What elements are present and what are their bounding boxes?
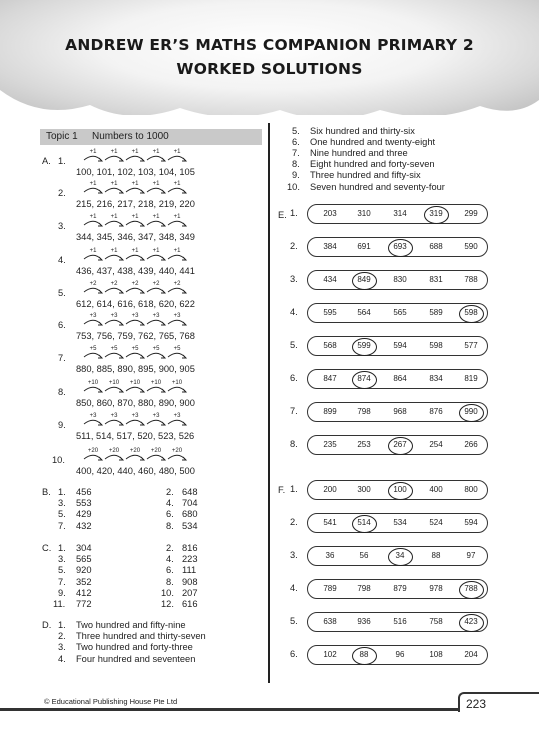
question-number: 5.: [290, 616, 298, 626]
number-option: 568: [323, 341, 337, 350]
number-option: 384: [323, 242, 337, 251]
answer-value: 429: [76, 509, 92, 520]
number-option: 691: [357, 242, 371, 251]
question-number: 7.: [290, 406, 298, 416]
question-number: 6.: [58, 320, 66, 330]
question-number: 3.: [58, 221, 66, 231]
answer-text: One hundred and twenty-eight: [310, 137, 436, 148]
answer-text: Nine hundred and three: [310, 148, 408, 159]
hop-step-label: +1: [89, 181, 97, 187]
answer-value: 565: [76, 554, 92, 565]
answer-value: 616: [182, 599, 198, 609]
question-number: 6.: [292, 137, 300, 148]
hop-step-label: +20: [150, 448, 162, 454]
number-box: [307, 303, 488, 323]
hop-step-label: +3: [152, 313, 160, 319]
number-option: 594: [464, 518, 478, 527]
question-number: 7.: [292, 148, 300, 159]
hop-step-label: +3: [173, 413, 181, 419]
hop-step-label: +1: [89, 149, 97, 155]
number-sequence: 880, 885, 890, 895, 900, 905: [76, 364, 195, 374]
circled-number: 100: [385, 481, 415, 499]
answer-value: 223: [182, 554, 198, 565]
hop-step-label: +2: [152, 281, 160, 287]
question-number: 7.: [58, 353, 66, 363]
number-option: 968: [393, 407, 407, 416]
hop-step-label: +3: [173, 313, 181, 319]
question-number: 2.: [166, 543, 174, 553]
hop-step-label: +1: [152, 181, 160, 187]
hop-arrows: [76, 247, 206, 263]
number-option: 266: [464, 440, 478, 449]
hop-step-label: +1: [131, 214, 139, 220]
hop-step-label: +20: [171, 448, 183, 454]
question-number: 8.: [166, 520, 174, 531]
number-option: 102: [323, 650, 337, 659]
hop-step-label: +1: [173, 248, 181, 254]
number-option: 864: [393, 374, 407, 383]
hop-step-label: +3: [89, 313, 97, 319]
hop-step-label: +20: [129, 448, 141, 454]
hop-arrows: [76, 280, 206, 296]
circled-number: 319: [421, 205, 451, 223]
question-number: 3.: [290, 274, 298, 284]
answer-text: Three hundred and thirty-seven: [76, 631, 206, 642]
topic-bar: [40, 129, 262, 145]
answer-text: Six hundred and thirty-six: [310, 126, 415, 136]
number-option: 876: [429, 407, 443, 416]
hop-step-label: +5: [131, 346, 139, 352]
hop-step-label: +10: [171, 380, 183, 386]
answer-value: 816: [182, 543, 198, 553]
hop-step-label: +2: [131, 281, 139, 287]
number-option: 204: [464, 650, 478, 659]
cloud-decoration: [0, 70, 539, 130]
number-box: [307, 237, 488, 257]
number-option: 254: [429, 440, 443, 449]
hop-step-label: +5: [110, 346, 118, 352]
number-option: 235: [323, 440, 337, 449]
question-number: 3.: [290, 550, 298, 560]
number-option: 800: [464, 485, 478, 494]
number-sequence: 612, 614, 616, 618, 620, 622: [76, 299, 195, 309]
question-number: 4.: [58, 653, 66, 664]
hop-step-label: +1: [89, 214, 97, 220]
question-number: 6.: [290, 373, 298, 383]
hop-step-label: +1: [131, 248, 139, 254]
question-number: 9.: [58, 420, 66, 430]
copyright-notice: © Educational Publishing House Pte Ltd: [44, 697, 178, 706]
number-option: 541: [323, 518, 337, 527]
hop-step-label: +3: [110, 413, 118, 419]
hop-step-label: +3: [89, 413, 97, 419]
question-number: 1.: [290, 208, 298, 218]
section-b-label: B.: [42, 487, 51, 497]
hop-step-label: +2: [89, 281, 97, 287]
number-option: 899: [323, 407, 337, 416]
hop-step-label: +1: [131, 149, 139, 155]
question-number: 8.: [58, 387, 66, 397]
hop-step-label: +10: [108, 380, 120, 386]
number-option: 834: [429, 374, 443, 383]
question-number: 5.: [58, 565, 66, 576]
question-number: 2.: [290, 241, 298, 251]
answer-value: 207: [182, 587, 198, 598]
circled-number: 874: [349, 370, 379, 388]
question-number: 6.: [290, 649, 298, 659]
circled-number: 598: [456, 304, 486, 322]
question-number: 2.: [290, 517, 298, 527]
number-option: 798: [357, 407, 371, 416]
hop-arrows: [76, 148, 206, 164]
page-subtitle: WORKED SOLUTIONS: [176, 60, 363, 78]
question-number: 1.: [58, 543, 66, 553]
section-d-label: D.: [42, 620, 52, 630]
hop-arrows: [76, 412, 206, 428]
number-option: 203: [323, 209, 337, 218]
answer-value: 111: [182, 565, 197, 576]
number-option: 936: [357, 617, 371, 626]
footer-rule: [0, 708, 470, 711]
number-option: 577: [464, 341, 478, 350]
question-number: 7.: [58, 520, 66, 531]
number-option: 847: [323, 374, 337, 383]
answer-value: 352: [76, 576, 92, 587]
answer-text: Eight hundred and forty-seven: [310, 159, 435, 170]
question-number: 8.: [292, 159, 300, 170]
number-option: 253: [357, 440, 371, 449]
question-number: 4.: [290, 583, 298, 593]
number-option: 598: [429, 341, 443, 350]
circled-number: 849: [349, 271, 379, 289]
hop-step-label: +1: [110, 248, 118, 254]
circled-number: 990: [456, 403, 486, 421]
answer-value: 432: [76, 520, 92, 531]
hop-arrows: [76, 345, 206, 361]
circled-number: 514: [349, 514, 379, 532]
hop-arrows: [76, 447, 206, 463]
hop-step-label: +2: [173, 281, 181, 287]
hop-arrows: [76, 312, 206, 328]
hop-step-label: +20: [87, 448, 99, 454]
number-option: 300: [357, 485, 371, 494]
number-option: 400: [429, 485, 443, 494]
number-option: 830: [393, 275, 407, 284]
question-number: 4.: [58, 255, 66, 265]
hop-step-label: +1: [152, 214, 160, 220]
number-option: 798: [357, 584, 371, 593]
hop-step-label: +1: [89, 248, 97, 254]
number-option: 36: [325, 551, 335, 560]
number-sequence: 850, 860, 870, 880, 890, 900: [76, 398, 195, 408]
number-option: 534: [393, 518, 407, 527]
column-divider: [268, 123, 270, 683]
answer-text: Two hundred and fifty-nine: [76, 620, 186, 630]
number-option: 565: [393, 308, 407, 317]
hop-step-label: +1: [152, 248, 160, 254]
hop-step-label: +1: [110, 181, 118, 187]
hop-step-label: +2: [110, 281, 118, 287]
number-option: 595: [323, 308, 337, 317]
hop-step-label: +20: [108, 448, 120, 454]
hop-step-label: +1: [131, 181, 139, 187]
question-number: 2.: [166, 487, 174, 497]
hop-step-label: +1: [110, 214, 118, 220]
hop-step-label: +5: [173, 346, 181, 352]
question-number: 11.: [53, 599, 66, 609]
question-number: 8.: [290, 439, 298, 449]
number-option: 978: [429, 584, 443, 593]
question-number: 1.: [58, 487, 66, 497]
question-number: 4.: [166, 554, 174, 565]
hop-step-label: +10: [150, 380, 162, 386]
number-option: 310: [357, 209, 371, 218]
number-option: 56: [359, 551, 369, 560]
circled-number: 88: [349, 646, 379, 664]
answer-value: 704: [182, 498, 198, 509]
page-title: ANDREW ER’S MATHS COMPANION PRIMARY 2: [65, 36, 474, 54]
number-option: 831: [429, 275, 443, 284]
number-option: 314: [393, 209, 407, 218]
number-box: [307, 480, 488, 500]
hop-step-label: +10: [87, 380, 99, 386]
number-sequence: 344, 345, 346, 347, 348, 349: [76, 232, 195, 242]
number-option: 96: [395, 650, 405, 659]
number-box: [307, 336, 488, 356]
question-number: 3.: [58, 642, 66, 653]
number-box: [307, 513, 488, 533]
number-box: [307, 579, 488, 599]
number-sequence: 400, 420, 440, 460, 480, 500: [76, 466, 195, 476]
number-option: 819: [464, 374, 478, 383]
hop-step-label: +3: [152, 413, 160, 419]
hop-arrows: [76, 213, 206, 229]
question-number: 1.: [58, 620, 66, 630]
number-sequence: 511, 514, 517, 520, 523, 526: [76, 431, 195, 441]
number-option: 434: [323, 275, 337, 284]
number-option: 879: [393, 584, 407, 593]
number-box: [307, 402, 488, 422]
page-number: 223: [466, 697, 487, 711]
question-number: 3.: [58, 554, 66, 565]
hop-step-label: +10: [129, 380, 141, 386]
number-option: 594: [393, 341, 407, 350]
answer-value: 920: [76, 565, 92, 576]
number-option: 564: [357, 308, 371, 317]
section-f-label: F.: [278, 485, 286, 495]
hop-step-label: +1: [173, 214, 181, 220]
question-number: 3.: [58, 498, 66, 509]
circled-number: 267: [385, 436, 415, 454]
answer-value: 680: [182, 509, 198, 520]
number-sequence: 753, 756, 759, 762, 765, 768: [76, 331, 195, 341]
question-number: 6.: [166, 565, 174, 576]
hop-arrows: [76, 180, 206, 196]
answer-value: 908: [182, 576, 198, 587]
answer-text: Seven hundred and seventy-four: [310, 181, 445, 192]
question-number: 5.: [58, 509, 66, 520]
question-number: 10.: [161, 587, 174, 598]
question-number: 8.: [166, 576, 174, 587]
circled-number: 34: [385, 547, 415, 565]
question-number: 2.: [58, 188, 66, 198]
question-number: 1.: [290, 484, 298, 494]
circled-number: 599: [349, 337, 379, 355]
question-number: 9.: [58, 587, 66, 598]
number-option: 97: [466, 551, 476, 560]
number-box: [307, 270, 488, 290]
topic-label: Topic 1: [46, 131, 78, 142]
answer-value: 304: [76, 543, 92, 553]
question-number: 2.: [58, 631, 66, 642]
number-option: 789: [323, 584, 337, 593]
section-a-label: A.: [42, 156, 51, 166]
hop-step-label: +3: [131, 313, 139, 319]
question-number: 1.: [58, 156, 66, 166]
hop-step-label: +5: [152, 346, 160, 352]
number-box: [307, 546, 488, 566]
number-box: [307, 369, 488, 389]
number-option: 299: [464, 209, 478, 218]
number-option: 638: [323, 617, 337, 626]
hop-step-label: +5: [89, 346, 97, 352]
number-option: 590: [464, 242, 478, 251]
number-option: 688: [429, 242, 443, 251]
question-number: 12.: [161, 599, 174, 609]
answer-value: 456: [76, 487, 92, 497]
answer-text: Four hundred and seventeen: [76, 653, 196, 664]
number-sequence: 436, 437, 438, 439, 440, 441: [76, 266, 195, 276]
number-option: 589: [429, 308, 443, 317]
hop-step-label: +3: [131, 413, 139, 419]
number-option: 88: [431, 551, 441, 560]
question-number: 4.: [166, 498, 174, 509]
answer-text: Two hundred and forty-three: [76, 642, 193, 653]
hop-step-label: +1: [173, 149, 181, 155]
number-box: [307, 204, 488, 224]
question-number: 6.: [166, 509, 174, 520]
answer-text: Three hundred and fifty-six: [310, 170, 421, 181]
circled-number: 693: [385, 238, 415, 256]
hop-step-label: +1: [110, 149, 118, 155]
number-option: 516: [393, 617, 407, 626]
hop-step-label: +1: [152, 149, 160, 155]
topic-name: Numbers to 1000: [92, 131, 169, 142]
circled-number: 423: [456, 613, 486, 631]
question-number: 4.: [290, 307, 298, 317]
answer-value: 534: [182, 520, 198, 531]
number-box: [307, 612, 488, 632]
answer-value: 772: [76, 599, 92, 609]
number-option: 758: [429, 617, 443, 626]
number-option: 788: [464, 275, 478, 284]
hop-arrows: [76, 379, 206, 395]
question-number: 10.: [287, 181, 300, 192]
question-number: 7.: [58, 576, 66, 587]
section-e-label: E.: [278, 210, 287, 220]
question-number: 9.: [292, 170, 300, 181]
number-option: 108: [429, 650, 443, 659]
number-box: [307, 645, 488, 665]
answer-value: 553: [76, 498, 92, 509]
answer-value: 648: [182, 487, 198, 497]
circled-number: 788: [456, 580, 486, 598]
question-number: 10.: [52, 455, 65, 465]
number-option: 200: [323, 485, 337, 494]
question-number: 5.: [292, 126, 300, 136]
number-sequence: 215, 216, 217, 218, 219, 220: [76, 199, 195, 209]
hop-step-label: +3: [110, 313, 118, 319]
question-number: 5.: [290, 340, 298, 350]
number-sequence: 100, 101, 102, 103, 104, 105: [76, 167, 195, 177]
answer-value: 412: [76, 587, 92, 598]
hop-step-label: +1: [173, 181, 181, 187]
number-box: [307, 435, 488, 455]
question-number: 5.: [58, 288, 66, 298]
section-c-label: C.: [42, 543, 52, 553]
number-option: 524: [429, 518, 443, 527]
